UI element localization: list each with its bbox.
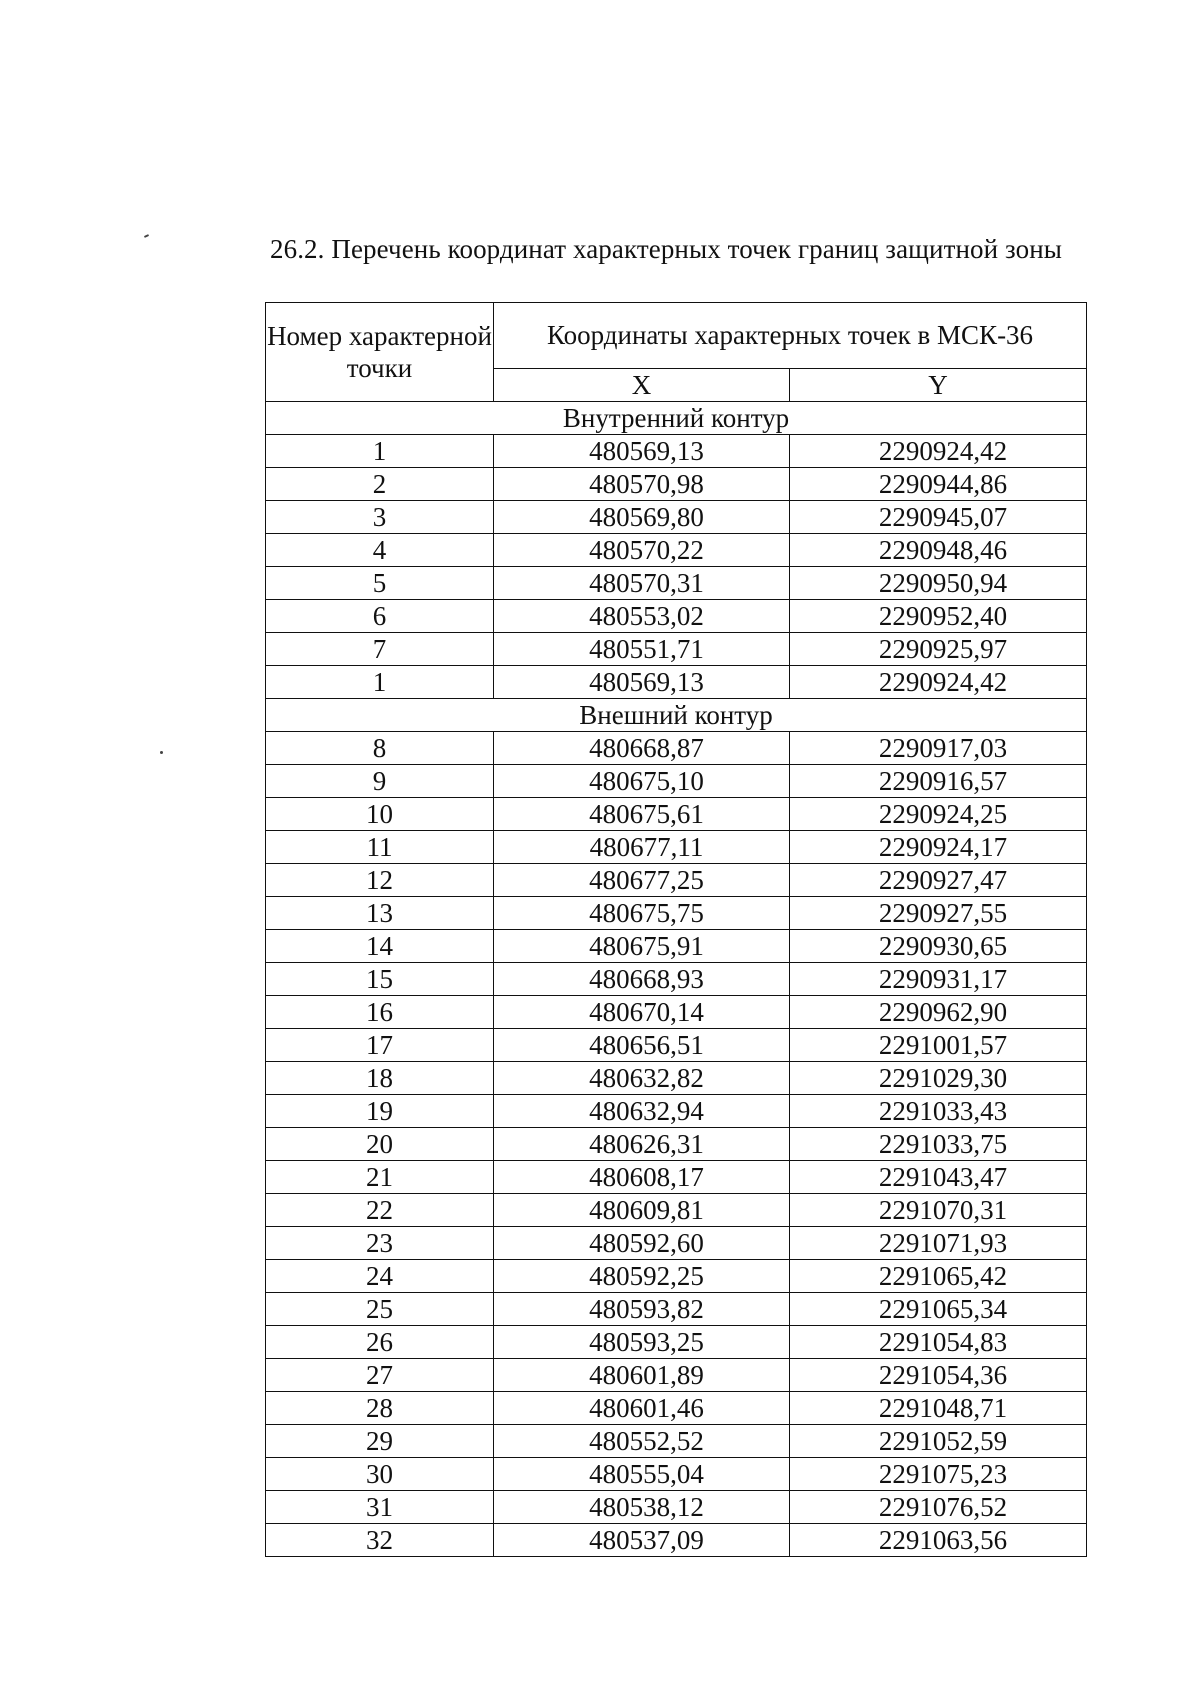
y-coordinate-cell: 2291065,42 — [790, 1260, 1087, 1293]
y-coordinate-cell: 2291070,31 — [790, 1194, 1087, 1227]
x-coordinate-cell: 480538,12 — [494, 1491, 790, 1524]
table-row — [266, 435, 1087, 468]
point-number-cell: 28 — [266, 1392, 494, 1425]
table-row — [266, 765, 1087, 798]
x-coordinate-cell: 480609,81 — [494, 1194, 790, 1227]
point-number-cell: 22 — [266, 1194, 494, 1227]
point-number-cell: 4 — [266, 534, 494, 567]
point-number-cell: 13 — [266, 897, 494, 930]
y-coordinate-cell: 2290962,90 — [790, 996, 1087, 1029]
point-number-cell: 26 — [266, 1326, 494, 1359]
x-coordinate-cell: 480668,87 — [494, 732, 790, 765]
table-row — [266, 1491, 1087, 1524]
table-row — [266, 864, 1087, 897]
point-number-cell: 24 — [266, 1260, 494, 1293]
point-number-cell: 30 — [266, 1458, 494, 1491]
table-row — [266, 1161, 1087, 1194]
x-coordinate-cell: 480569,80 — [494, 501, 790, 534]
x-coordinate-cell: 480656,51 — [494, 1029, 790, 1062]
y-coordinate-cell: 2290927,47 — [790, 864, 1087, 897]
table-row — [266, 666, 1087, 699]
table-row — [266, 897, 1087, 930]
y-coordinate-cell: 2290944,86 — [790, 468, 1087, 501]
point-number-cell: 1 — [266, 435, 494, 468]
y-coordinate-cell: 2290924,25 — [790, 798, 1087, 831]
point-number-cell: 32 — [266, 1524, 494, 1557]
y-axis-header: Y — [790, 368, 1087, 401]
x-coordinate-cell: 480675,75 — [494, 897, 790, 930]
table-row — [266, 1128, 1087, 1161]
y-coordinate-cell: 2290924,42 — [790, 435, 1087, 468]
x-coordinate-cell: 480670,14 — [494, 996, 790, 1029]
point-number-cell: 9 — [266, 765, 494, 798]
y-coordinate-cell: 2291054,83 — [790, 1326, 1087, 1359]
y-coordinate-cell: 2290924,17 — [790, 831, 1087, 864]
point-number-cell: 29 — [266, 1425, 494, 1458]
table-row — [266, 798, 1087, 831]
x-coordinate-cell: 480551,71 — [494, 633, 790, 666]
y-coordinate-cell: 2291043,47 — [790, 1161, 1087, 1194]
x-coordinate-cell: 480668,93 — [494, 963, 790, 996]
x-coordinate-cell: 480570,22 — [494, 534, 790, 567]
coordinates-header: Координаты характерных точек в МСК-36 — [494, 303, 1087, 369]
y-coordinate-cell: 2290948,46 — [790, 534, 1087, 567]
x-coordinate-cell: 480675,61 — [494, 798, 790, 831]
point-number-cell: 23 — [266, 1227, 494, 1260]
y-coordinate-cell: 2290945,07 — [790, 501, 1087, 534]
table-row — [266, 930, 1087, 963]
point-number-cell: 15 — [266, 963, 494, 996]
y-coordinate-cell: 2291071,93 — [790, 1227, 1087, 1260]
y-coordinate-cell: 2290925,97 — [790, 633, 1087, 666]
y-coordinate-cell: 2290931,17 — [790, 963, 1087, 996]
x-coordinate-cell: 480632,94 — [494, 1095, 790, 1128]
table-row — [266, 534, 1087, 567]
table-row — [266, 831, 1087, 864]
point-number-cell: 20 — [266, 1128, 494, 1161]
table-row — [266, 1359, 1087, 1392]
x-coordinate-cell: 480569,13 — [494, 435, 790, 468]
point-number-cell: 3 — [266, 501, 494, 534]
y-coordinate-cell: 2290952,40 — [790, 600, 1087, 633]
point-number-cell: 19 — [266, 1095, 494, 1128]
point-number-cell: 14 — [266, 930, 494, 963]
table-row — [266, 468, 1087, 501]
table-row — [266, 1293, 1087, 1326]
point-number-cell: 12 — [266, 864, 494, 897]
x-coordinate-cell: 480675,10 — [494, 765, 790, 798]
table-row — [266, 600, 1087, 633]
x-coordinate-cell: 480592,60 — [494, 1227, 790, 1260]
table-row — [266, 1227, 1087, 1260]
table-row — [266, 1458, 1087, 1491]
x-coordinate-cell: 480555,04 — [494, 1458, 790, 1491]
point-number-cell: 21 — [266, 1161, 494, 1194]
table-row — [266, 1029, 1087, 1062]
table-header-row — [266, 303, 1087, 369]
point-number-cell: 31 — [266, 1491, 494, 1524]
x-coordinate-cell: 480593,82 — [494, 1293, 790, 1326]
x-coordinate-cell: 480537,09 — [494, 1524, 790, 1557]
x-coordinate-cell: 480570,31 — [494, 567, 790, 600]
x-coordinate-cell: 480593,25 — [494, 1326, 790, 1359]
point-number-cell: 2 — [266, 468, 494, 501]
y-coordinate-cell: 2291076,52 — [790, 1491, 1087, 1524]
y-coordinate-cell: 2290917,03 — [790, 732, 1087, 765]
table-row — [266, 1392, 1087, 1425]
x-coordinate-cell: 480677,11 — [494, 831, 790, 864]
y-coordinate-cell: 2291075,23 — [790, 1458, 1087, 1491]
point-number-cell: 10 — [266, 798, 494, 831]
x-coordinate-cell: 480677,25 — [494, 864, 790, 897]
point-number-cell: 6 — [266, 600, 494, 633]
point-number-header: Номер характерной точки — [266, 303, 494, 402]
table-row — [266, 732, 1087, 765]
section-heading: 26.2. Перечень координат характерных точек границ защитной зоны — [270, 234, 1063, 264]
table-row — [266, 1194, 1087, 1227]
y-coordinate-cell: 2291029,30 — [790, 1062, 1087, 1095]
y-coordinate-cell: 2291065,34 — [790, 1293, 1087, 1326]
x-coordinate-cell: 480592,25 — [494, 1260, 790, 1293]
point-number-cell: 27 — [266, 1359, 494, 1392]
table-row — [266, 567, 1087, 600]
table-row — [266, 633, 1087, 666]
table-row — [266, 1524, 1087, 1557]
table-row — [266, 996, 1087, 1029]
table-row — [266, 963, 1087, 996]
y-coordinate-cell: 2290950,94 — [790, 567, 1087, 600]
table-row — [266, 1326, 1087, 1359]
y-coordinate-cell: 2291063,56 — [790, 1524, 1087, 1557]
y-coordinate-cell: 2291054,36 — [790, 1359, 1087, 1392]
table-row — [266, 1425, 1087, 1458]
section-row — [266, 402, 1087, 435]
point-number-cell: 16 — [266, 996, 494, 1029]
scan-speck — [160, 751, 163, 754]
table-row — [266, 501, 1087, 534]
x-coordinate-cell: 480675,91 — [494, 930, 790, 963]
y-coordinate-cell: 2291052,59 — [790, 1425, 1087, 1458]
section-title: Внутренний контур — [266, 402, 1087, 435]
y-coordinate-cell: 2290927,55 — [790, 897, 1087, 930]
y-coordinate-cell: 2291001,57 — [790, 1029, 1087, 1062]
x-axis-header: X — [494, 368, 790, 401]
point-number-cell: 7 — [266, 633, 494, 666]
y-coordinate-cell: 2291033,75 — [790, 1128, 1087, 1161]
x-coordinate-cell: 480601,89 — [494, 1359, 790, 1392]
y-coordinate-cell: 2291033,43 — [790, 1095, 1087, 1128]
x-coordinate-cell: 480553,02 — [494, 600, 790, 633]
x-coordinate-cell: 480632,82 — [494, 1062, 790, 1095]
scan-speck — [144, 234, 149, 238]
y-coordinate-cell: 2290930,65 — [790, 930, 1087, 963]
x-coordinate-cell: 480601,46 — [494, 1392, 790, 1425]
y-coordinate-cell: 2290924,42 — [790, 666, 1087, 699]
table-row — [266, 1095, 1087, 1128]
x-coordinate-cell: 480626,31 — [494, 1128, 790, 1161]
x-coordinate-cell: 480552,52 — [494, 1425, 790, 1458]
point-number-cell: 25 — [266, 1293, 494, 1326]
y-coordinate-cell: 2290916,57 — [790, 765, 1087, 798]
section-title: Внешний контур — [266, 699, 1087, 732]
y-coordinate-cell: 2291048,71 — [790, 1392, 1087, 1425]
x-coordinate-cell: 480569,13 — [494, 666, 790, 699]
point-number-cell: 17 — [266, 1029, 494, 1062]
point-number-cell: 18 — [266, 1062, 494, 1095]
x-coordinate-cell: 480570,98 — [494, 468, 790, 501]
point-number-cell: 5 — [266, 567, 494, 600]
x-coordinate-cell: 480608,17 — [494, 1161, 790, 1194]
table-row — [266, 1260, 1087, 1293]
table-row — [266, 1062, 1087, 1095]
section-row — [266, 699, 1087, 732]
point-number-cell: 8 — [266, 732, 494, 765]
point-number-cell: 1 — [266, 666, 494, 699]
point-number-cell: 11 — [266, 831, 494, 864]
coordinates-table — [265, 302, 1087, 1557]
